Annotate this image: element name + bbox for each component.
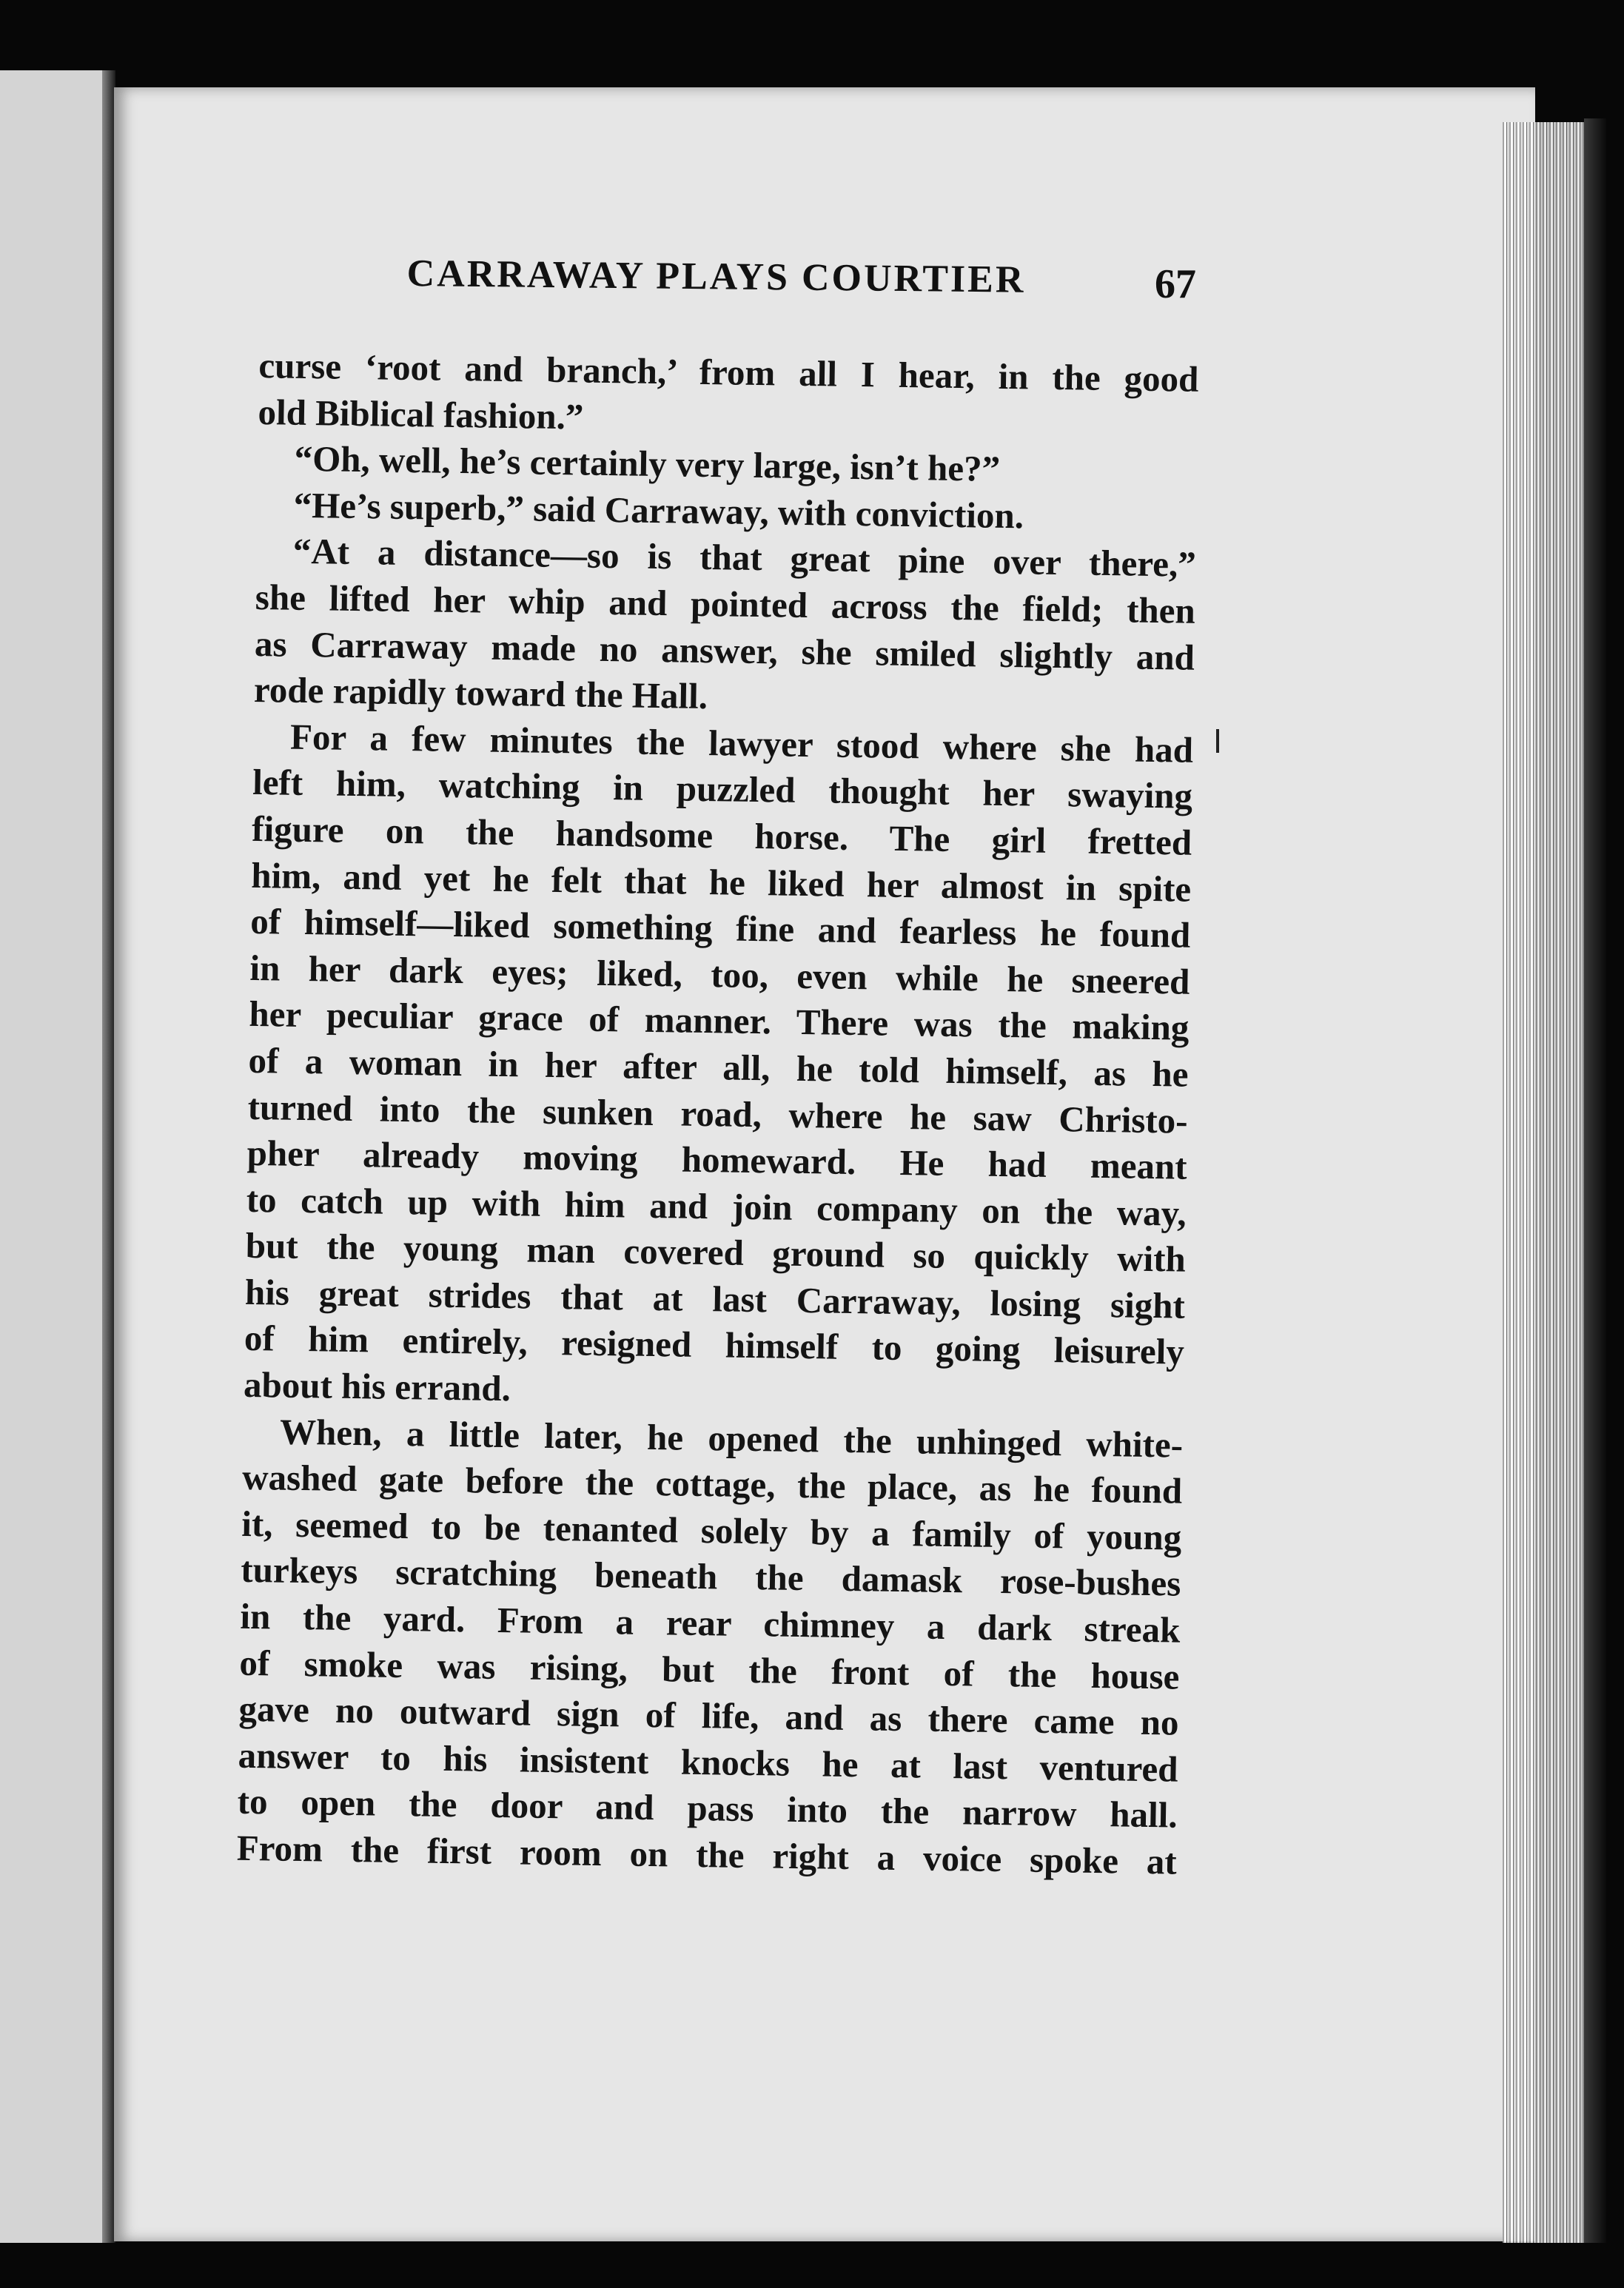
text-line: When, a little later, he opened the unhinged white- (279, 1411, 1184, 1466)
text-line: From the first room on the right a voice spoke at (236, 1827, 1178, 1882)
page-fore-edge (1503, 122, 1591, 2243)
text-line: him, and yet he felt that he liked her almost in spite (250, 854, 1192, 910)
text-line: turned into the sunken road, where he saw Christo- (247, 1086, 1188, 1141)
text-line: his great strides that at last Carraway, losing sight (244, 1271, 1186, 1326)
text-line: “He’s superb,” said Carraway, with conviction. (293, 484, 1024, 537)
page-number: 67 (1155, 261, 1196, 307)
text-line: of a woman in her after all, he told himself, as he (248, 1039, 1189, 1095)
text-line: but the young man covered ground so quickly with (245, 1225, 1187, 1280)
text-line: to open the door and pass into the narrow hall. (237, 1781, 1178, 1836)
text-line: her peculiar grace of manner. There was the making (249, 993, 1190, 1049)
text-line: “Oh, well, he’s certainly very large, isn’t he?” (294, 437, 1001, 490)
body-text (236, 343, 1199, 1885)
text-line: old Biblical fashion.” (258, 391, 584, 437)
text-line: gave no outward sign of life, and as there came no (238, 1688, 1179, 1743)
text-line: in her dark eyes; liked, too, even while he sneered (249, 947, 1190, 1002)
text-line: as Carraway made no answer, she smiled slightly and (254, 623, 1195, 678)
text-line: to catch up with him and join company on the way, (246, 1178, 1187, 1234)
text-line: of himself—liked something fine and fearless he found (249, 901, 1191, 956)
text-line: in the yard. From a rear chimney a dark streak (240, 1595, 1181, 1651)
text-line: washed gate before the cottage, the place, as he found (241, 1457, 1183, 1512)
text-line: about his errand. (243, 1363, 511, 1409)
text-line: For a few minutes the lawyer stood where she had (289, 716, 1194, 771)
text-line: answer to his insistent knocks he at last ventured (238, 1734, 1178, 1790)
previous-page-edge (0, 70, 113, 2243)
text-line: left him, watching in puzzled thought her swaying (252, 762, 1193, 817)
text-line: pher already moving homeward. He had meant (246, 1132, 1188, 1187)
text-line: of him entirely, resigned himself to going leisurely (244, 1318, 1185, 1373)
text-line: she lifted her whip and pointed across the field; then (255, 576, 1196, 631)
text-line: “At a distance—so is that great pine over there,” (292, 531, 1197, 586)
text-line: rode rapidly toward the Hall. (253, 669, 708, 717)
text-line: turkeys scratching beneath the damask rose-bushes (240, 1549, 1181, 1605)
text-line: curse ‘root and branch,’ from all I hear, in the good (258, 344, 1199, 400)
text-line: of smoke was rising, but the front of the house (239, 1642, 1180, 1697)
text-line: figure on the handsome horse. The girl fretted (251, 808, 1192, 863)
margin-mark (1216, 729, 1219, 753)
book-cover-edge (1584, 118, 1606, 2243)
text-line: it, seemed to be tenanted solely by a family of young (241, 1503, 1182, 1558)
running-title: CARRAWAY PLAYS COURTIER (406, 252, 1026, 301)
